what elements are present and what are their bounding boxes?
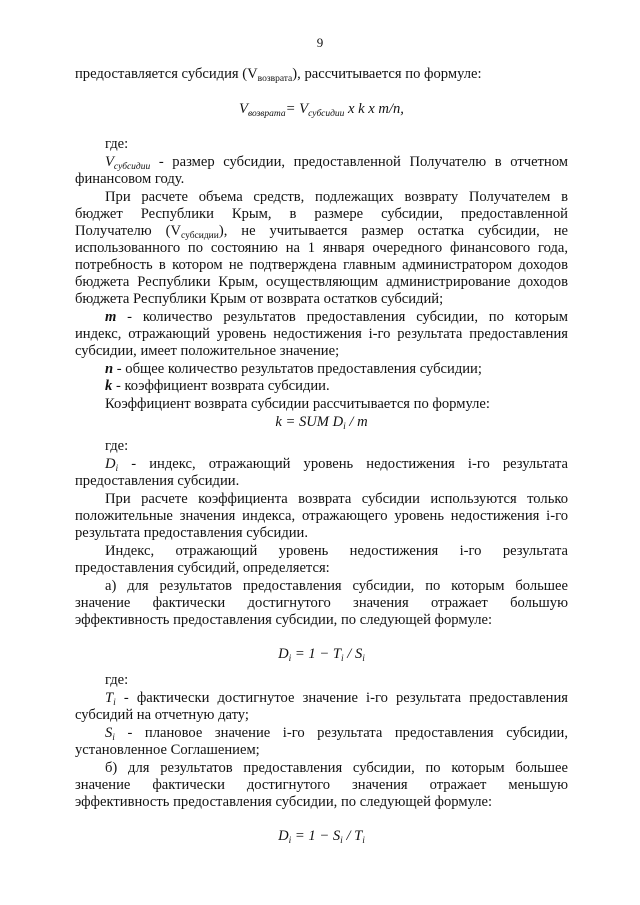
text-line: установленное Соглашением; [75,742,260,758]
text-line: предоставления субсидии. [75,473,240,489]
var-symbol: n [105,361,114,377]
page-number: 9 [316,35,324,50]
formula-di-b [75,828,568,847]
text-line: результата предоставления субсидии. [75,525,309,541]
formula-part: / S [343,646,363,662]
formula-part: / m [345,414,368,430]
text-span: Получателю (V [75,223,181,239]
text-span: ), не учитывается размер остатка субсидии, не [218,223,569,239]
var-symbol: k [105,378,113,394]
text-line: Индекс, отражающий уровень недостижения i-го результата [105,543,568,559]
text-span: ), рассчитывается по формуле: [292,66,482,82]
text-span: - индекс, отражающий уровень недостижения i-го результата [118,456,568,472]
var-symbol: T [105,690,114,706]
subscript: возврата [247,109,286,119]
formula-part: = 1 − T [291,646,341,662]
text-line: субсидии, имеет положительное значение; [75,343,340,359]
text-line: бюджета Республики Крым от возврата остатков субсидий; [75,291,444,307]
text-line: а) для результатов предоставления субсидии, по которым большее [105,578,568,594]
text-line: где: [105,136,129,152]
text-line [75,361,568,378]
var-symbol: S [105,725,113,741]
text-span: предоставляется субсидия (V [75,66,258,82]
text-line [75,66,568,85]
subscript: субсидии [308,109,345,119]
subscript: i [343,422,346,432]
text-line: Коэффициент возврата субсидии рассчитывается по формуле: [105,396,490,412]
text-span: - общее количество результатов предоставления субсидии; [113,361,482,377]
subscript: i [362,836,365,846]
text-line: потребность в котором не подтверждена главным администратором доходов [75,257,568,273]
text-span: - размер субсидии, предоставленной Получателю в отчетном [150,154,568,170]
subscript: i [112,733,115,743]
text-line: эффективность предоставления субсидии, по следующей формуле: [75,612,493,628]
subscript: субсидии [181,231,219,241]
text-span: - количество результатов предоставления субсидии, по которым [116,309,568,325]
formula-part: = V [285,101,309,117]
text-line: значение фактически достигнутого значения отражает меньшую [75,777,568,793]
text-span: - коэффициент возврата субсидии. [112,378,330,394]
formula-part: D [278,646,289,662]
subscript: возврата [257,74,293,84]
formula-part: x k x m/n, [344,101,404,117]
subscript: i [288,654,292,664]
formula-part: V [239,101,248,117]
text-line [75,378,568,395]
text-line: где: [105,672,129,688]
text-span: - плановое значение i-го результата предоставления субсидии, [114,725,568,741]
formula-part: = 1 − S [291,828,341,844]
text-line: бюджет Республики Крым, в размере субсидии, предоставленной [75,206,568,222]
text-line: использованного по состоянию на 1 января очередного финансового года, [75,240,568,256]
var-symbol: m [105,309,117,325]
subscript: i [115,464,119,474]
text-line: При расчете коэффициента возврата субсидии используются только [105,491,568,507]
text-line: б) для результатов предоставления субсидии, по которым большее [105,760,568,776]
text-line: положительные значения индекса, отражающего уровень недостижения i-го [75,508,568,524]
subscript: i [340,836,343,846]
formula-k [75,414,568,433]
text-line: бюджета Республики Крым, осуществляющим администрирование доходов [75,274,568,290]
formula-di-a [75,646,568,665]
subscript: i [340,654,344,664]
text-line: предоставления субсидий, определяется: [75,560,330,576]
text-line: субсидий на отчетную дату; [75,707,249,723]
text-line: финансовом году. [75,171,185,187]
formula-part: k = SUM D [275,414,344,430]
text-line: эффективность предоставления субсидии, по следующей формуле: [75,794,493,810]
text-line: индекс, отражающий уровень недостижения i-го результата предоставления [75,326,568,342]
formula-v-return [75,101,568,120]
subscript: i [362,654,365,664]
formula-part: D [278,828,289,844]
subscript: i [288,836,292,846]
var-symbol: D [105,456,116,472]
formula-part: / T [342,828,363,844]
text-span: - фактически достигнутое значение i-го результата предоставления [115,690,568,706]
subscript: i [113,698,116,708]
text-line: значение фактически достигнутого значения отражает большую [75,595,568,611]
text-line [75,309,568,326]
text-line: где: [105,438,129,454]
text-line: При расчете объема средств, подлежащих возврату Получателем в [105,189,568,205]
var-symbol: V [105,154,114,170]
subscript: субсидии [113,162,151,172]
